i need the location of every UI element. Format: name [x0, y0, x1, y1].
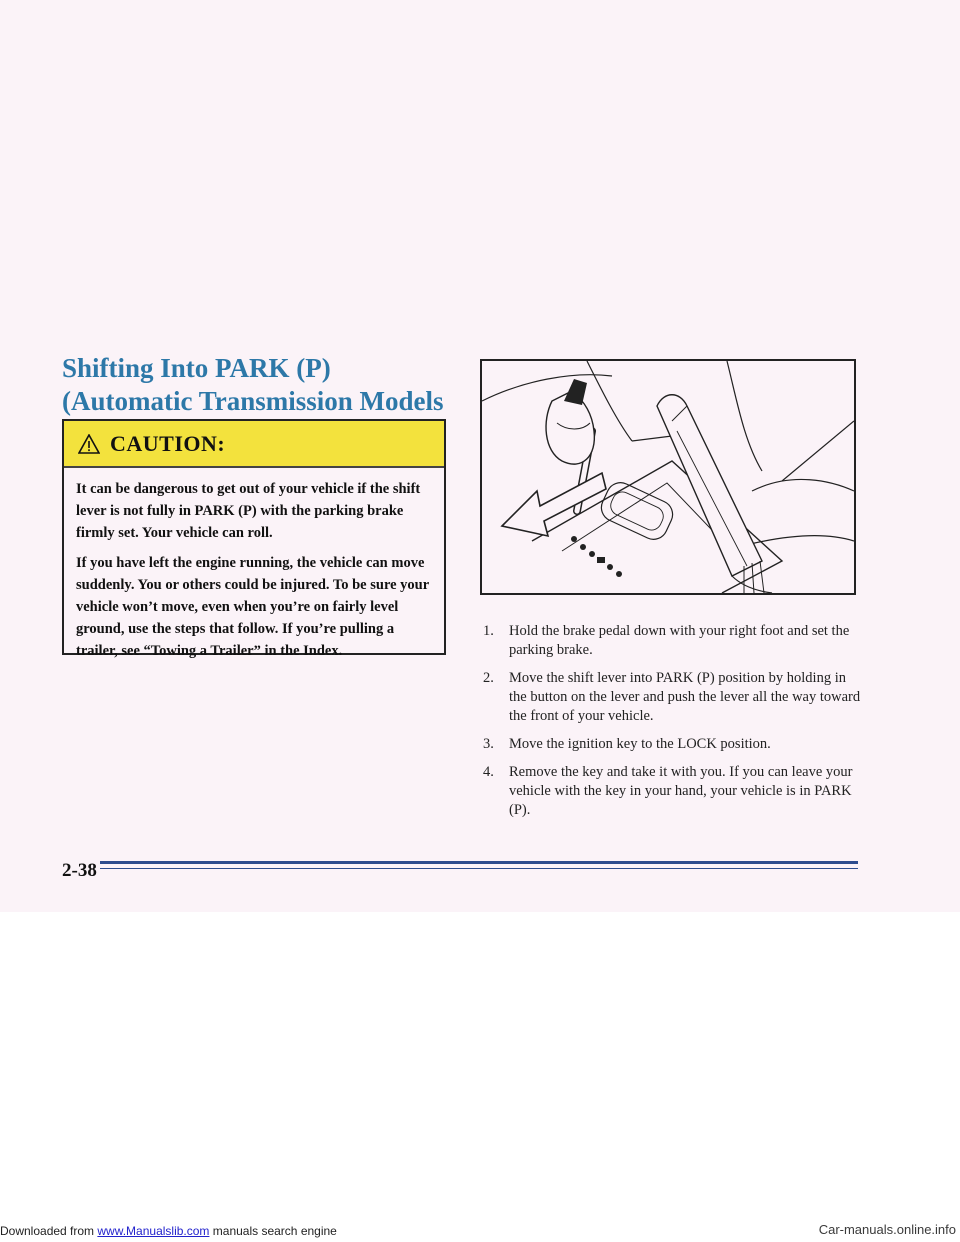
list-item [483, 763, 863, 820]
caution-box [62, 419, 446, 659]
shift-lever-illustration [480, 359, 856, 595]
step-text: Remove the key and take it with you. If you can leave your vehicle with the key in your hand, your vehicle is in PARK (P). [509, 764, 853, 818]
footer-rule [100, 861, 858, 864]
step-number: 3. [483, 736, 494, 752]
step-text: Move the shift lever into PARK (P) position by holding in the button on the lever and push the lever all the way toward the front of your vehicle. [509, 670, 861, 724]
manualslib-link[interactable]: www.Manualslib.com [97, 1224, 210, 1238]
gear-indicator-marks [571, 536, 622, 577]
list-item [483, 669, 863, 726]
step-number: 2. [483, 670, 494, 686]
caution-body [64, 468, 444, 662]
caution-header [64, 421, 444, 468]
section-title: Shifting Into PARK (P) (Automatic Transmission Models [62, 353, 444, 416]
parking-steps-list [483, 622, 863, 829]
page-number: 2-38 [62, 860, 97, 881]
warning-triangle-icon [78, 434, 100, 454]
list-item [483, 622, 863, 660]
footer-suffix: manuals search engine [209, 1224, 337, 1238]
watermark-text: Car-manuals.online.info [818, 1222, 956, 1237]
caution-label: CAUTION: [110, 430, 226, 456]
step-number: 4. [483, 764, 494, 780]
step-text: Move the ignition key to the LOCK position. [509, 736, 771, 752]
shift-lever-drawing [482, 361, 854, 593]
caution-paragraph: If you have left the engine running, the vehicle can move suddenly. You or others could be injured. To be sure your vehicle won’t move, even when you’re on fairly level ground, use the steps that follow. If you’re pulling a trailer, see “Towing a Trailer” in the Index. [76, 555, 429, 659]
footer-rule-thin [100, 868, 858, 869]
list-item [483, 735, 863, 754]
caution-paragraph: It can be dangerous to get out of your vehicle if the shift lever is not fully in PARK (P) with the parking brake firmly set. Your vehicle can roll. [76, 481, 421, 541]
step-text: Hold the brake pedal down with your right foot and set the parking brake. [509, 623, 850, 658]
download-footer [0, 1224, 337, 1238]
footer-prefix: Downloaded from [0, 1224, 98, 1238]
step-number: 1. [483, 623, 494, 639]
